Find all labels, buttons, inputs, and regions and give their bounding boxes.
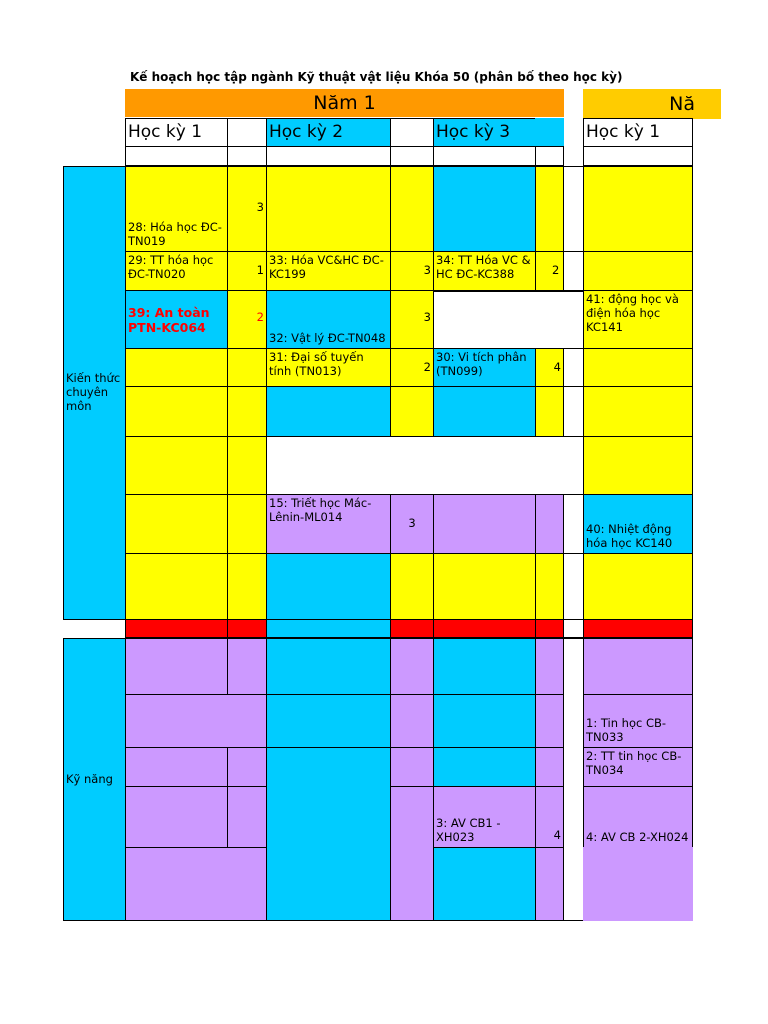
empty-cell (535, 847, 564, 921)
separator-cell (433, 619, 536, 638)
empty-cell (125, 386, 228, 437)
empty-cell (583, 553, 693, 620)
empty-cell (583, 847, 693, 921)
separator-cell (583, 619, 693, 638)
course-3-credits: 4 (535, 786, 564, 848)
course-32-name: 32: Vật lý ĐC-TN048 (266, 290, 391, 349)
empty-cell (583, 436, 693, 495)
empty-cell (390, 786, 434, 921)
empty-cell (390, 386, 434, 437)
course-34-name: 34: TT Hóa VC & HC ĐC-KC388 (433, 251, 536, 291)
course-30-name: 30: Vi tích phân (TN099) (433, 348, 536, 387)
empty-cell (535, 638, 564, 695)
empty-cell (433, 747, 536, 787)
semester-3-header: Học kỳ 3 (433, 118, 536, 147)
semester-2-credit-header (390, 118, 434, 147)
empty-cell (535, 386, 564, 437)
empty-cell (563, 638, 584, 921)
blank-cell (266, 146, 391, 166)
course-33-name: 33: Hóa VC&HC ĐC-KC199 (266, 251, 391, 291)
empty-cell (125, 348, 228, 387)
empty-cell (227, 786, 267, 848)
blank-cell (583, 146, 693, 166)
course-31-name: 31: Đại số tuyến tính (TN013) (266, 348, 391, 387)
empty-cell (433, 386, 536, 437)
empty-cell (433, 553, 536, 620)
empty-cell (125, 638, 228, 695)
blank-cell (390, 146, 434, 166)
course-33-credits: 3 (390, 251, 434, 291)
blank-cell (433, 146, 536, 166)
empty-cell (125, 786, 228, 848)
group-specialized-label: Kiến thức chuyên môn (63, 166, 126, 620)
course-29-credits: 1 (227, 251, 267, 291)
blank-cell (227, 146, 267, 166)
empty-cell (583, 348, 693, 387)
empty-cell (390, 166, 434, 252)
blank-cell (125, 146, 228, 166)
empty-cell (227, 348, 267, 387)
separator-cell (535, 619, 564, 638)
empty-cell (227, 386, 267, 437)
year-1-header: Năm 1 (125, 89, 564, 117)
separator-cell (390, 619, 434, 638)
empty-cell (433, 638, 536, 695)
empty-cell (125, 847, 267, 921)
course-15-name: 15: Triết học Mác-Lênin-ML014 (266, 494, 391, 554)
separator-cell (125, 619, 228, 638)
course-29-name: 29: TT hóa học ĐC-TN020 (125, 251, 228, 291)
blank-cell (535, 146, 564, 166)
empty-cell (266, 553, 391, 620)
empty-cell (563, 348, 584, 387)
empty-cell (583, 638, 693, 695)
empty-cell (433, 847, 536, 921)
course-28-credits: 3 (227, 166, 267, 252)
empty-cell (125, 494, 228, 554)
empty-cell (434, 291, 583, 348)
course-1-name: 1: Tin học CB-TN033 (583, 694, 693, 748)
empty-cell (433, 494, 536, 554)
empty-cell (583, 386, 693, 437)
course-39-credits: 2 (227, 290, 267, 349)
empty-cell (266, 694, 391, 748)
empty-cell (266, 386, 391, 437)
course-15-credits: 3 (390, 494, 434, 554)
semester-4-header: Học kỳ 1 (583, 118, 693, 147)
course-28-name: 28: Hóa học ĐC-TN019 (125, 166, 228, 252)
empty-cell (125, 553, 228, 620)
course-32-credits: 3 (390, 290, 434, 349)
empty-cell (563, 494, 584, 554)
empty-cell (266, 638, 391, 695)
course-3-name: 3: AV CB1 - XH023 (433, 786, 536, 848)
empty-cell (433, 166, 536, 252)
empty-cell (390, 553, 434, 620)
empty-cell (433, 694, 536, 748)
empty-cell (583, 166, 693, 252)
empty-cell (227, 436, 267, 495)
empty-cell (535, 747, 564, 787)
empty-cell (535, 694, 564, 748)
separator-cell (227, 619, 267, 638)
course-30-credits: 4 (535, 348, 564, 387)
semester-1-credit-header (227, 118, 267, 147)
empty-cell (227, 638, 267, 695)
empty-cell (390, 638, 434, 695)
course-34-credits: 2 (535, 251, 564, 291)
page-title: Kế hoạch học tập ngành Kỹ thuật vật liệu Khóa 50 (phân bố theo học kỳ) (130, 70, 623, 84)
empty-cell (390, 747, 434, 787)
semester-3-credit-header (535, 118, 564, 147)
empty-cell (563, 386, 584, 437)
course-31-credits: 2 (390, 348, 434, 387)
empty-cell (563, 166, 584, 252)
separator-cell (266, 619, 391, 638)
empty-cell (266, 166, 391, 252)
semester-2-header: Học kỳ 2 (266, 118, 391, 147)
empty-cell (535, 166, 564, 252)
empty-cell (535, 494, 564, 554)
course-40-name: 40: Nhiệt động hóa học KC140 (583, 494, 693, 554)
empty-cell (125, 747, 228, 787)
empty-cell (125, 436, 228, 495)
empty-cell (266, 436, 584, 495)
year-2-header: Nă (583, 89, 721, 119)
course-2-name: 2: TT tin học CB-TN034 (583, 747, 693, 787)
empty-cell (266, 747, 391, 921)
empty-cell (227, 494, 267, 554)
empty-cell (535, 553, 564, 620)
empty-cell (227, 747, 267, 787)
empty-cell (390, 694, 434, 748)
empty-cell (563, 553, 584, 620)
empty-cell (583, 251, 693, 291)
empty-cell (227, 553, 267, 620)
semester-1-header: Học kỳ 1 (125, 118, 228, 147)
course-41-name: 41: động học và điện hóa học KC141 (583, 290, 693, 349)
empty-cell (125, 694, 267, 748)
group-skills-label: Kỹ năng (63, 638, 126, 921)
separator-cell (563, 619, 584, 638)
course-39-name: 39: An toàn PTN-KC064 (125, 290, 228, 349)
course-4-name: 4: AV CB 2-XH024 (583, 786, 693, 848)
empty-cell (563, 251, 584, 291)
